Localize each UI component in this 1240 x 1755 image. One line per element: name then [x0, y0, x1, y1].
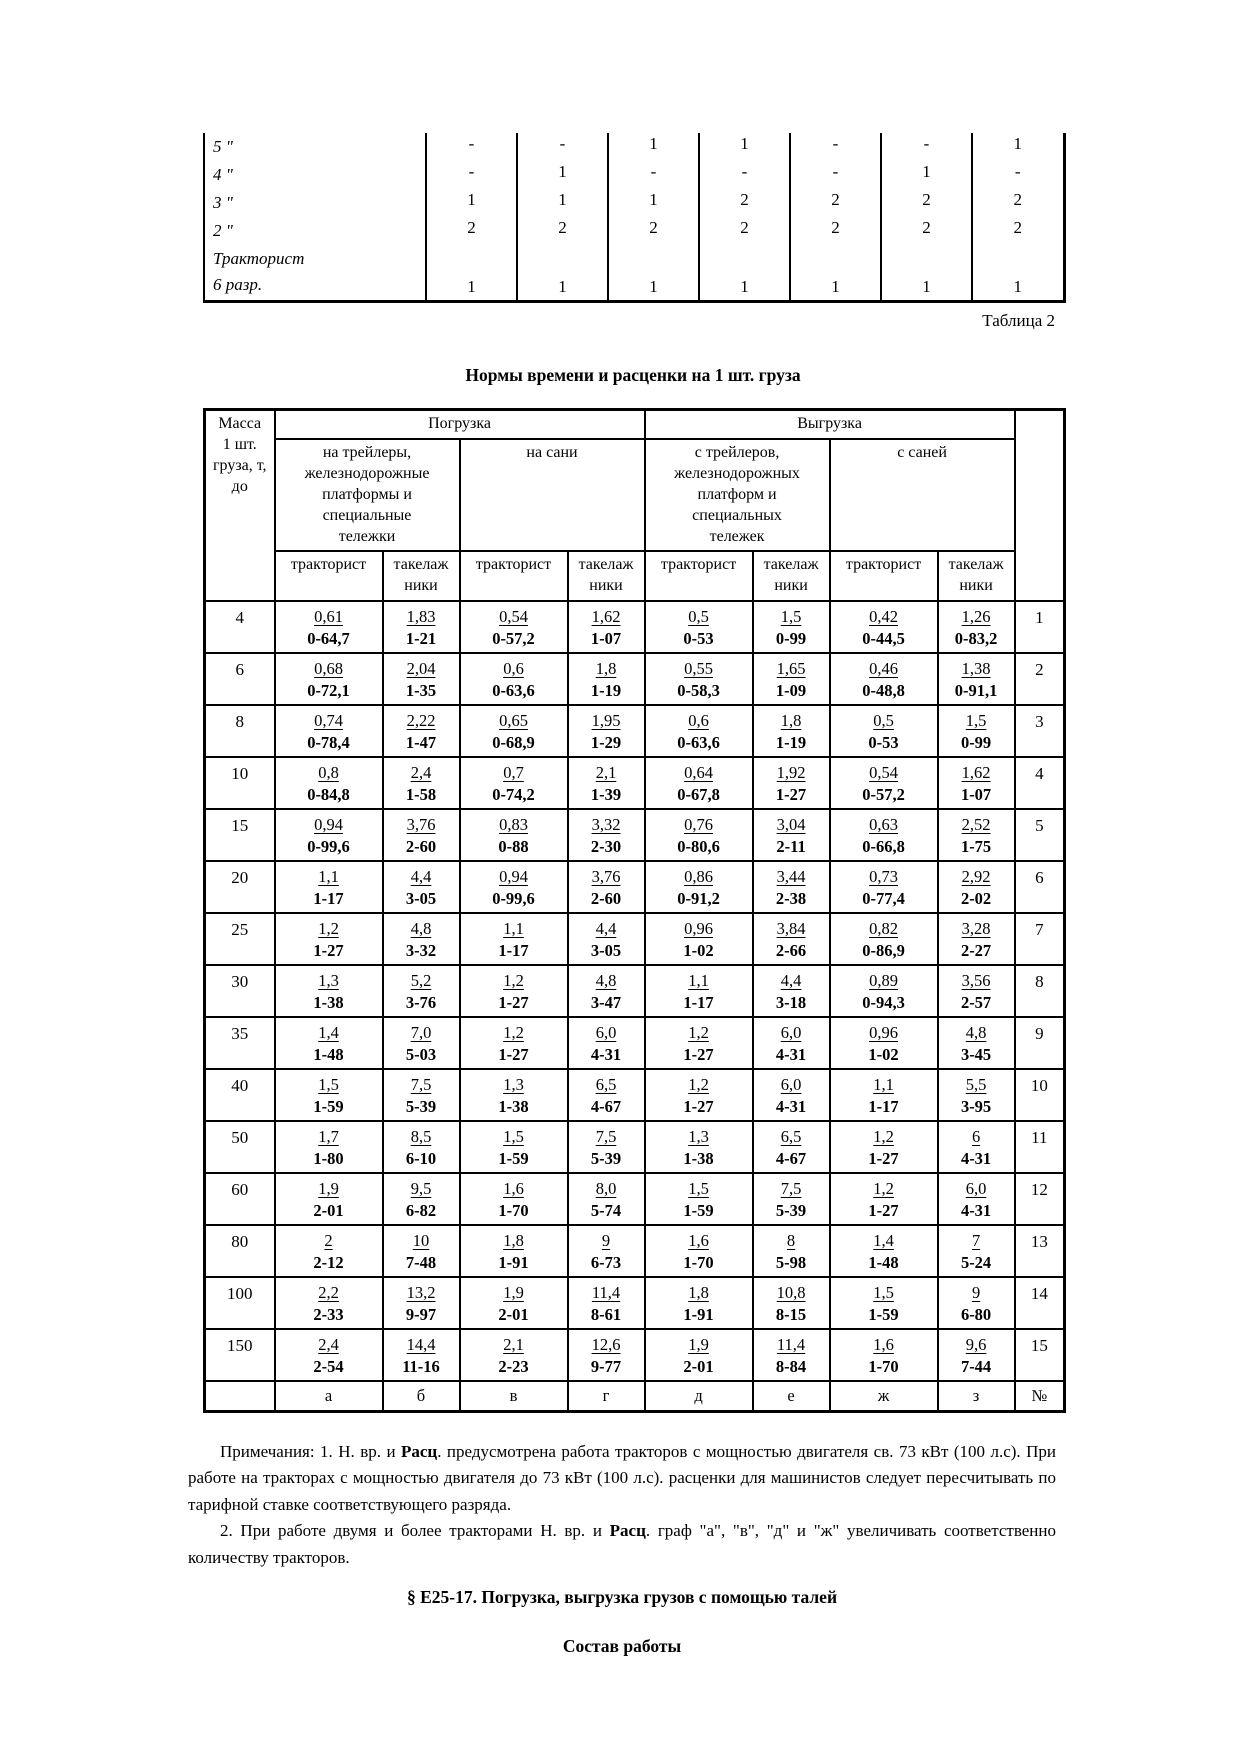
norm-rate-cell: 6,0 4-31: [568, 1017, 645, 1069]
norm-rate-cell: 5,5 3-95: [938, 1069, 1015, 1121]
norm-rate-cell: 10 7-48: [383, 1225, 460, 1277]
loading-trailers-header: на трейлеры, железнодорожные платформы и специальные тележки: [275, 439, 460, 551]
norm-rate-cell: 3,44 2-38: [753, 861, 830, 913]
norm-rate-cell: 2,04 1-35: [383, 653, 460, 705]
norm-rate-cell: 8,0 5-74: [568, 1173, 645, 1225]
unloading-group-header: Выгрузка: [645, 409, 1015, 439]
norm-rate-cell: 1,5 0-99: [938, 705, 1015, 757]
norm-rate-cell: 7 5-24: [938, 1225, 1015, 1277]
crew-count-cell: -: [517, 133, 608, 161]
crew-row: [204, 217, 1064, 245]
norm-rate-cell: 4,8 3-47: [568, 965, 645, 1017]
column-letter: г: [568, 1381, 645, 1411]
crew-count-cell: 2: [972, 189, 1064, 217]
norm-rate-cell: 4,4 3-05: [383, 861, 460, 913]
crew-count-cell: -: [426, 161, 517, 189]
norms-row: [205, 653, 1065, 705]
norm-rate-cell: 0,89 0-94,3: [830, 965, 938, 1017]
crew-count-cell: 2: [972, 217, 1064, 245]
norm-rate-cell: 1,65 1-09: [753, 653, 830, 705]
role-rigger-header: такелаж ники: [753, 551, 830, 601]
norm-rate-cell: 1,4 1-48: [275, 1017, 383, 1069]
crew-count-cell: -: [790, 161, 881, 189]
norm-rate-cell: 7,0 5-03: [383, 1017, 460, 1069]
norm-rate-cell: 0,8 0-84,8: [275, 757, 383, 809]
row-number: 4: [1015, 757, 1065, 809]
crew-count-cell: 1: [972, 133, 1064, 161]
norm-rate-cell: 2,2 2-33: [275, 1277, 383, 1329]
note-1: [188, 1439, 1056, 1519]
norm-rate-cell: 3,28 2-27: [938, 913, 1015, 965]
norm-rate-cell: 0,5 0-53: [645, 601, 753, 653]
mass-value: 8: [205, 705, 275, 757]
norm-rate-cell: 9 6-73: [568, 1225, 645, 1277]
norm-rate-cell: 1,6 1-70: [460, 1173, 568, 1225]
norm-rate-cell: 1,2 1-27: [830, 1121, 938, 1173]
crew-row: [204, 161, 1064, 189]
norms-row: [205, 705, 1065, 757]
crew-count-cell: 2: [517, 217, 608, 245]
norm-rate-cell: 1,9 2-01: [460, 1277, 568, 1329]
norm-rate-cell: 0,7 0-74,2: [460, 757, 568, 809]
norms-row: [205, 1173, 1065, 1225]
norm-rate-cell: 0,5 0-53: [830, 705, 938, 757]
crew-count-cell: 2: [608, 217, 699, 245]
mass-value: 60: [205, 1173, 275, 1225]
unloading-trailers-header: с трейлеров, железнодорожных платформ и специальных тележек: [645, 439, 830, 551]
norm-rate-cell: 1,1 1-17: [830, 1069, 938, 1121]
norm-rate-cell: 1,2 1-27: [460, 965, 568, 1017]
norm-rate-cell: 0,55 0-58,3: [645, 653, 753, 705]
norm-rate-cell: 6,5 4-67: [568, 1069, 645, 1121]
row-number: 10: [1015, 1069, 1065, 1121]
norm-rate-cell: 0,54 0-57,2: [830, 757, 938, 809]
crew-count-cell: 2: [699, 189, 790, 217]
crew-table-body: [204, 133, 1064, 301]
role-tractor-header: тракторист: [830, 551, 938, 601]
norm-rate-cell: 1,5 1-59: [645, 1173, 753, 1225]
norm-rate-cell: 0,94 0-99,6: [275, 809, 383, 861]
crew-count-cell: 1: [426, 245, 517, 301]
mass-value: 40: [205, 1069, 275, 1121]
norm-rate-cell: 1,8 1-19: [753, 705, 830, 757]
norms-table-footer: [205, 1381, 1065, 1411]
section-heading: § Е25-17. Погрузка, выгрузка грузов с помощью талей: [406, 1587, 838, 1607]
norm-rate-cell: 14,4 11-16: [383, 1329, 460, 1381]
norm-rate-cell: 9,6 7-44: [938, 1329, 1015, 1381]
norm-rate-cell: 2,92 2-02: [938, 861, 1015, 913]
norm-rate-cell: 1,2 1-27: [460, 1017, 568, 1069]
norm-rate-cell: 1,5 0-99: [753, 601, 830, 653]
unloading-sledge-header: с саней: [830, 439, 1015, 551]
norm-rate-cell: 1,4 1-48: [830, 1225, 938, 1277]
norm-rate-cell: 2 2-12: [275, 1225, 383, 1277]
crew-row-label: 4 ": [204, 161, 426, 189]
row-number: 2: [1015, 653, 1065, 705]
norm-rate-cell: 1,2 1-27: [830, 1173, 938, 1225]
mass-value: 35: [205, 1017, 275, 1069]
crew-count-cell: -: [699, 161, 790, 189]
crew-count-cell: 2: [699, 217, 790, 245]
norm-rate-cell: 3,84 2-66: [753, 913, 830, 965]
norm-rate-cell: 0,63 0-66,8: [830, 809, 938, 861]
norm-rate-cell: 0,68 0-72,1: [275, 653, 383, 705]
norm-rate-cell: 11,4 8-61: [568, 1277, 645, 1329]
norm-rate-cell: 0,94 0-99,6: [460, 861, 568, 913]
crew-count-cell: 2: [790, 189, 881, 217]
norm-rate-cell: 1,3 1-38: [460, 1069, 568, 1121]
norm-rate-cell: 1,83 1-21: [383, 601, 460, 653]
crew-row-label: 2 ": [204, 217, 426, 245]
norm-rate-cell: 10,8 8-15: [753, 1277, 830, 1329]
column-letter: ж: [830, 1381, 938, 1411]
note-text: Примечания: 1. Н. вр. и: [220, 1441, 401, 1461]
role-tractor-header: тракторист: [645, 551, 753, 601]
loading-group-header: Погрузка: [275, 409, 645, 439]
row-number: 13: [1015, 1225, 1065, 1277]
norm-rate-cell: 6,0 4-31: [753, 1017, 830, 1069]
norms-row: [205, 913, 1065, 965]
crew-count-cell: 1: [608, 245, 699, 301]
crew-count-cell: -: [972, 161, 1064, 189]
norm-rate-cell: 1,62 1-07: [568, 601, 645, 653]
role-rigger-header: такелаж ники: [568, 551, 645, 601]
norms-table-header: [205, 409, 1065, 601]
norm-rate-cell: 2,4 2-54: [275, 1329, 383, 1381]
norm-rate-cell: 0,86 0-91,2: [645, 861, 753, 913]
norm-rate-cell: 0,64 0-67,8: [645, 757, 753, 809]
norm-rate-cell: 1,2 1-27: [645, 1069, 753, 1121]
norm-rate-cell: 1,92 1-27: [753, 757, 830, 809]
norm-rate-cell: 3,76 2-60: [568, 861, 645, 913]
norm-rate-cell: 1,5 1-59: [460, 1121, 568, 1173]
norm-rate-cell: 4,4 3-18: [753, 965, 830, 1017]
norm-rate-cell: 0,65 0-68,9: [460, 705, 568, 757]
norm-rate-cell: 0,46 0-48,8: [830, 653, 938, 705]
section-subheading: Состав работы: [562, 1636, 682, 1656]
crew-count-cell: -: [790, 133, 881, 161]
row-number: 6: [1015, 861, 1065, 913]
role-rigger-header: такелаж ники: [938, 551, 1015, 601]
norm-rate-cell: 1,8 1-91: [645, 1277, 753, 1329]
norm-rate-cell: 7,5 5-39: [383, 1069, 460, 1121]
norms-row: [205, 809, 1065, 861]
note-bold-text: Расц: [609, 1521, 646, 1540]
crew-count-cell: 1: [790, 245, 881, 301]
norms-table-body: [205, 601, 1065, 1381]
mass-value: 25: [205, 913, 275, 965]
norm-rate-cell: 0,54 0-57,2: [460, 601, 568, 653]
crew-count-cell: 1: [517, 189, 608, 217]
row-number: 14: [1015, 1277, 1065, 1329]
crew-count-cell: 1: [608, 189, 699, 217]
mass-value: 100: [205, 1277, 275, 1329]
norm-rate-cell: 8,5 6-10: [383, 1121, 460, 1173]
norm-rate-cell: 11,4 8-84: [753, 1329, 830, 1381]
column-letter: а: [275, 1381, 383, 1411]
norm-rate-cell: 2,1 1-39: [568, 757, 645, 809]
role-tractor-header: тракторист: [275, 551, 383, 601]
norm-rate-cell: 0,6 0-63,6: [460, 653, 568, 705]
norm-rate-cell: 0,96 1-02: [645, 913, 753, 965]
crew-count-cell: 1: [426, 189, 517, 217]
norm-rate-cell: 1,2 1-27: [275, 913, 383, 965]
norm-rate-cell: 1,8 1-91: [460, 1225, 568, 1277]
norm-rate-cell: 3,76 2-60: [383, 809, 460, 861]
crew-count-cell: 2: [426, 217, 517, 245]
norms-row: [205, 1277, 1065, 1329]
row-number: 3: [1015, 705, 1065, 757]
norm-rate-cell: 1,95 1-29: [568, 705, 645, 757]
norm-rate-cell: 2,22 1-47: [383, 705, 460, 757]
mass-value: 50: [205, 1121, 275, 1173]
crew-count-cell: 2: [790, 217, 881, 245]
norm-rate-cell: 1,8 1-19: [568, 653, 645, 705]
column-letter: е: [753, 1381, 830, 1411]
row-number: 9: [1015, 1017, 1065, 1069]
norm-rate-cell: 4,4 3-05: [568, 913, 645, 965]
norm-rate-cell: 4,8 3-32: [383, 913, 460, 965]
norm-rate-cell: 0,83 0-88: [460, 809, 568, 861]
role-rigger-header: такелаж ники: [383, 551, 460, 601]
row-number: 11: [1015, 1121, 1065, 1173]
norm-rate-cell: 1,1 1-17: [275, 861, 383, 913]
mass-value: 15: [205, 809, 275, 861]
crew-count-cell: 1: [881, 161, 972, 189]
crew-count-cell: -: [881, 133, 972, 161]
norms-row: [205, 1017, 1065, 1069]
norm-rate-cell: 3,32 2-30: [568, 809, 645, 861]
note-text: . предусмотрена работа тракторов с мощностью двигателя св. 73 кВт (100 л.с). При работе на тракторах с мощностью двигателя до 73 кВт (100 л.с). расценки для машинистов следует пересчитывать по тарифной ставке соответствующего разряда.: [188, 1441, 1056, 1514]
norm-rate-cell: 0,6 0-63,6: [645, 705, 753, 757]
norms-row: [205, 1069, 1065, 1121]
crew-count-cell: -: [608, 161, 699, 189]
norm-rate-cell: 1,26 0-83,2: [938, 601, 1015, 653]
norm-rate-cell: 1,2 1-27: [645, 1017, 753, 1069]
norm-rate-cell: 0,61 0-64,7: [275, 601, 383, 653]
norms-row: [205, 1329, 1065, 1381]
column-letter: в: [460, 1381, 568, 1411]
loading-sledge-header: на сани: [460, 439, 645, 551]
note-text: . граф "а", "в", "д" и "ж" увеличивать соответственно количеству тракторов.: [188, 1521, 1056, 1567]
norm-rate-cell: 2,52 1-75: [938, 809, 1015, 861]
norm-rate-cell: 2,4 1-58: [383, 757, 460, 809]
norm-rate-cell: 3,56 2-57: [938, 965, 1015, 1017]
crew-count-cell: 2: [881, 217, 972, 245]
row-number: 12: [1015, 1173, 1065, 1225]
note-text: 2. При работе двумя и более тракторами Н. вр. и: [220, 1521, 610, 1540]
crew-count-cell: 1: [972, 245, 1064, 301]
note-2: [188, 1518, 1056, 1571]
crew-count-cell: 1: [608, 133, 699, 161]
norms-table: [203, 408, 1066, 1413]
crew-row: [204, 189, 1064, 217]
crew-table-fragment: [203, 133, 1066, 303]
norms-row: [205, 1121, 1065, 1173]
norm-rate-cell: 0,96 1-02: [830, 1017, 938, 1069]
norm-rate-cell: 4,8 3-45: [938, 1017, 1015, 1069]
norm-rate-cell: 9,5 6-82: [383, 1173, 460, 1225]
crew-count-cell: 1: [699, 133, 790, 161]
number-column-header: [1015, 409, 1065, 601]
column-letter: з: [938, 1381, 1015, 1411]
norm-rate-cell: 2,1 2-23: [460, 1329, 568, 1381]
norm-rate-cell: 0,42 0-44,5: [830, 601, 938, 653]
footer-empty-cell: [205, 1381, 275, 1411]
norm-rate-cell: 1,5 1-59: [275, 1069, 383, 1121]
norm-rate-cell: 13,2 9-97: [383, 1277, 460, 1329]
crew-count-cell: -: [426, 133, 517, 161]
table2-caption: Таблица 2: [982, 310, 1055, 330]
norm-rate-cell: 6,0 4-31: [938, 1173, 1015, 1225]
column-letter: д: [645, 1381, 753, 1411]
norm-rate-cell: 8 5-98: [753, 1225, 830, 1277]
mass-column-header: Масса 1 шт. груза, т, до: [205, 409, 275, 601]
column-letter: б: [383, 1381, 460, 1411]
norm-rate-cell: 6 4-31: [938, 1121, 1015, 1173]
norm-rate-cell: 9 6-80: [938, 1277, 1015, 1329]
crew-count-cell: 1: [517, 245, 608, 301]
mass-value: 10: [205, 757, 275, 809]
norm-rate-cell: 12,6 9-77: [568, 1329, 645, 1381]
mass-value: 6: [205, 653, 275, 705]
norm-rate-cell: 0,82 0-86,9: [830, 913, 938, 965]
norm-rate-cell: 3,04 2-11: [753, 809, 830, 861]
crew-row: [204, 245, 1064, 301]
norm-rate-cell: 7,5 5-39: [568, 1121, 645, 1173]
table2-title: Нормы времени и расценки на 1 шт. груза: [465, 364, 801, 385]
norm-rate-cell: 1,9 2-01: [275, 1173, 383, 1225]
norm-rate-cell: 0,76 0-80,6: [645, 809, 753, 861]
mass-value: 80: [205, 1225, 275, 1277]
row-number: 7: [1015, 913, 1065, 965]
norm-rate-cell: 1,62 1-07: [938, 757, 1015, 809]
row-number: 5: [1015, 809, 1065, 861]
norm-rate-cell: 6,5 4-67: [753, 1121, 830, 1173]
norm-rate-cell: 1,1 1-17: [645, 965, 753, 1017]
role-tractor-header: тракторист: [460, 551, 568, 601]
row-number: 15: [1015, 1329, 1065, 1381]
norm-rate-cell: 1,6 1-70: [830, 1329, 938, 1381]
crew-count-cell: 1: [881, 245, 972, 301]
crew-count-cell: 2: [881, 189, 972, 217]
norm-rate-cell: 6,0 4-31: [753, 1069, 830, 1121]
row-number: 1: [1015, 601, 1065, 653]
mass-value: 150: [205, 1329, 275, 1381]
norm-rate-cell: 0,73 0-77,4: [830, 861, 938, 913]
norm-rate-cell: 0,74 0-78,4: [275, 705, 383, 757]
norms-row: [205, 601, 1065, 653]
norm-rate-cell: 5,2 3-76: [383, 965, 460, 1017]
crew-row-label: Тракторист 6 разр.: [204, 245, 426, 301]
norms-row: [205, 757, 1065, 809]
crew-row-label: 3 ": [204, 189, 426, 217]
crew-count-cell: 1: [699, 245, 790, 301]
norms-table-footer-row: [205, 1381, 1065, 1411]
mass-value: 4: [205, 601, 275, 653]
norm-rate-cell: 1,3 1-38: [645, 1121, 753, 1173]
crew-row-label: 5 ": [204, 133, 426, 161]
crew-count-cell: 1: [517, 161, 608, 189]
norm-rate-cell: 1,6 1-70: [645, 1225, 753, 1277]
norm-rate-cell: 7,5 5-39: [753, 1173, 830, 1225]
row-number: 8: [1015, 965, 1065, 1017]
norms-row: [205, 861, 1065, 913]
norm-rate-cell: 1,7 1-80: [275, 1121, 383, 1173]
footer-number-sign: №: [1015, 1381, 1065, 1411]
mass-value: 30: [205, 965, 275, 1017]
crew-row: [204, 133, 1064, 161]
norms-row: [205, 965, 1065, 1017]
norm-rate-cell: 1,5 1-59: [830, 1277, 938, 1329]
norm-rate-cell: 1,38 0-91,1: [938, 653, 1015, 705]
norm-rate-cell: 1,3 1-38: [275, 965, 383, 1017]
mass-value: 20: [205, 861, 275, 913]
note-bold-text: Расц: [401, 1441, 438, 1461]
norm-rate-cell: 1,9 2-01: [645, 1329, 753, 1381]
norm-rate-cell: 1,1 1-17: [460, 913, 568, 965]
norms-row: [205, 1225, 1065, 1277]
